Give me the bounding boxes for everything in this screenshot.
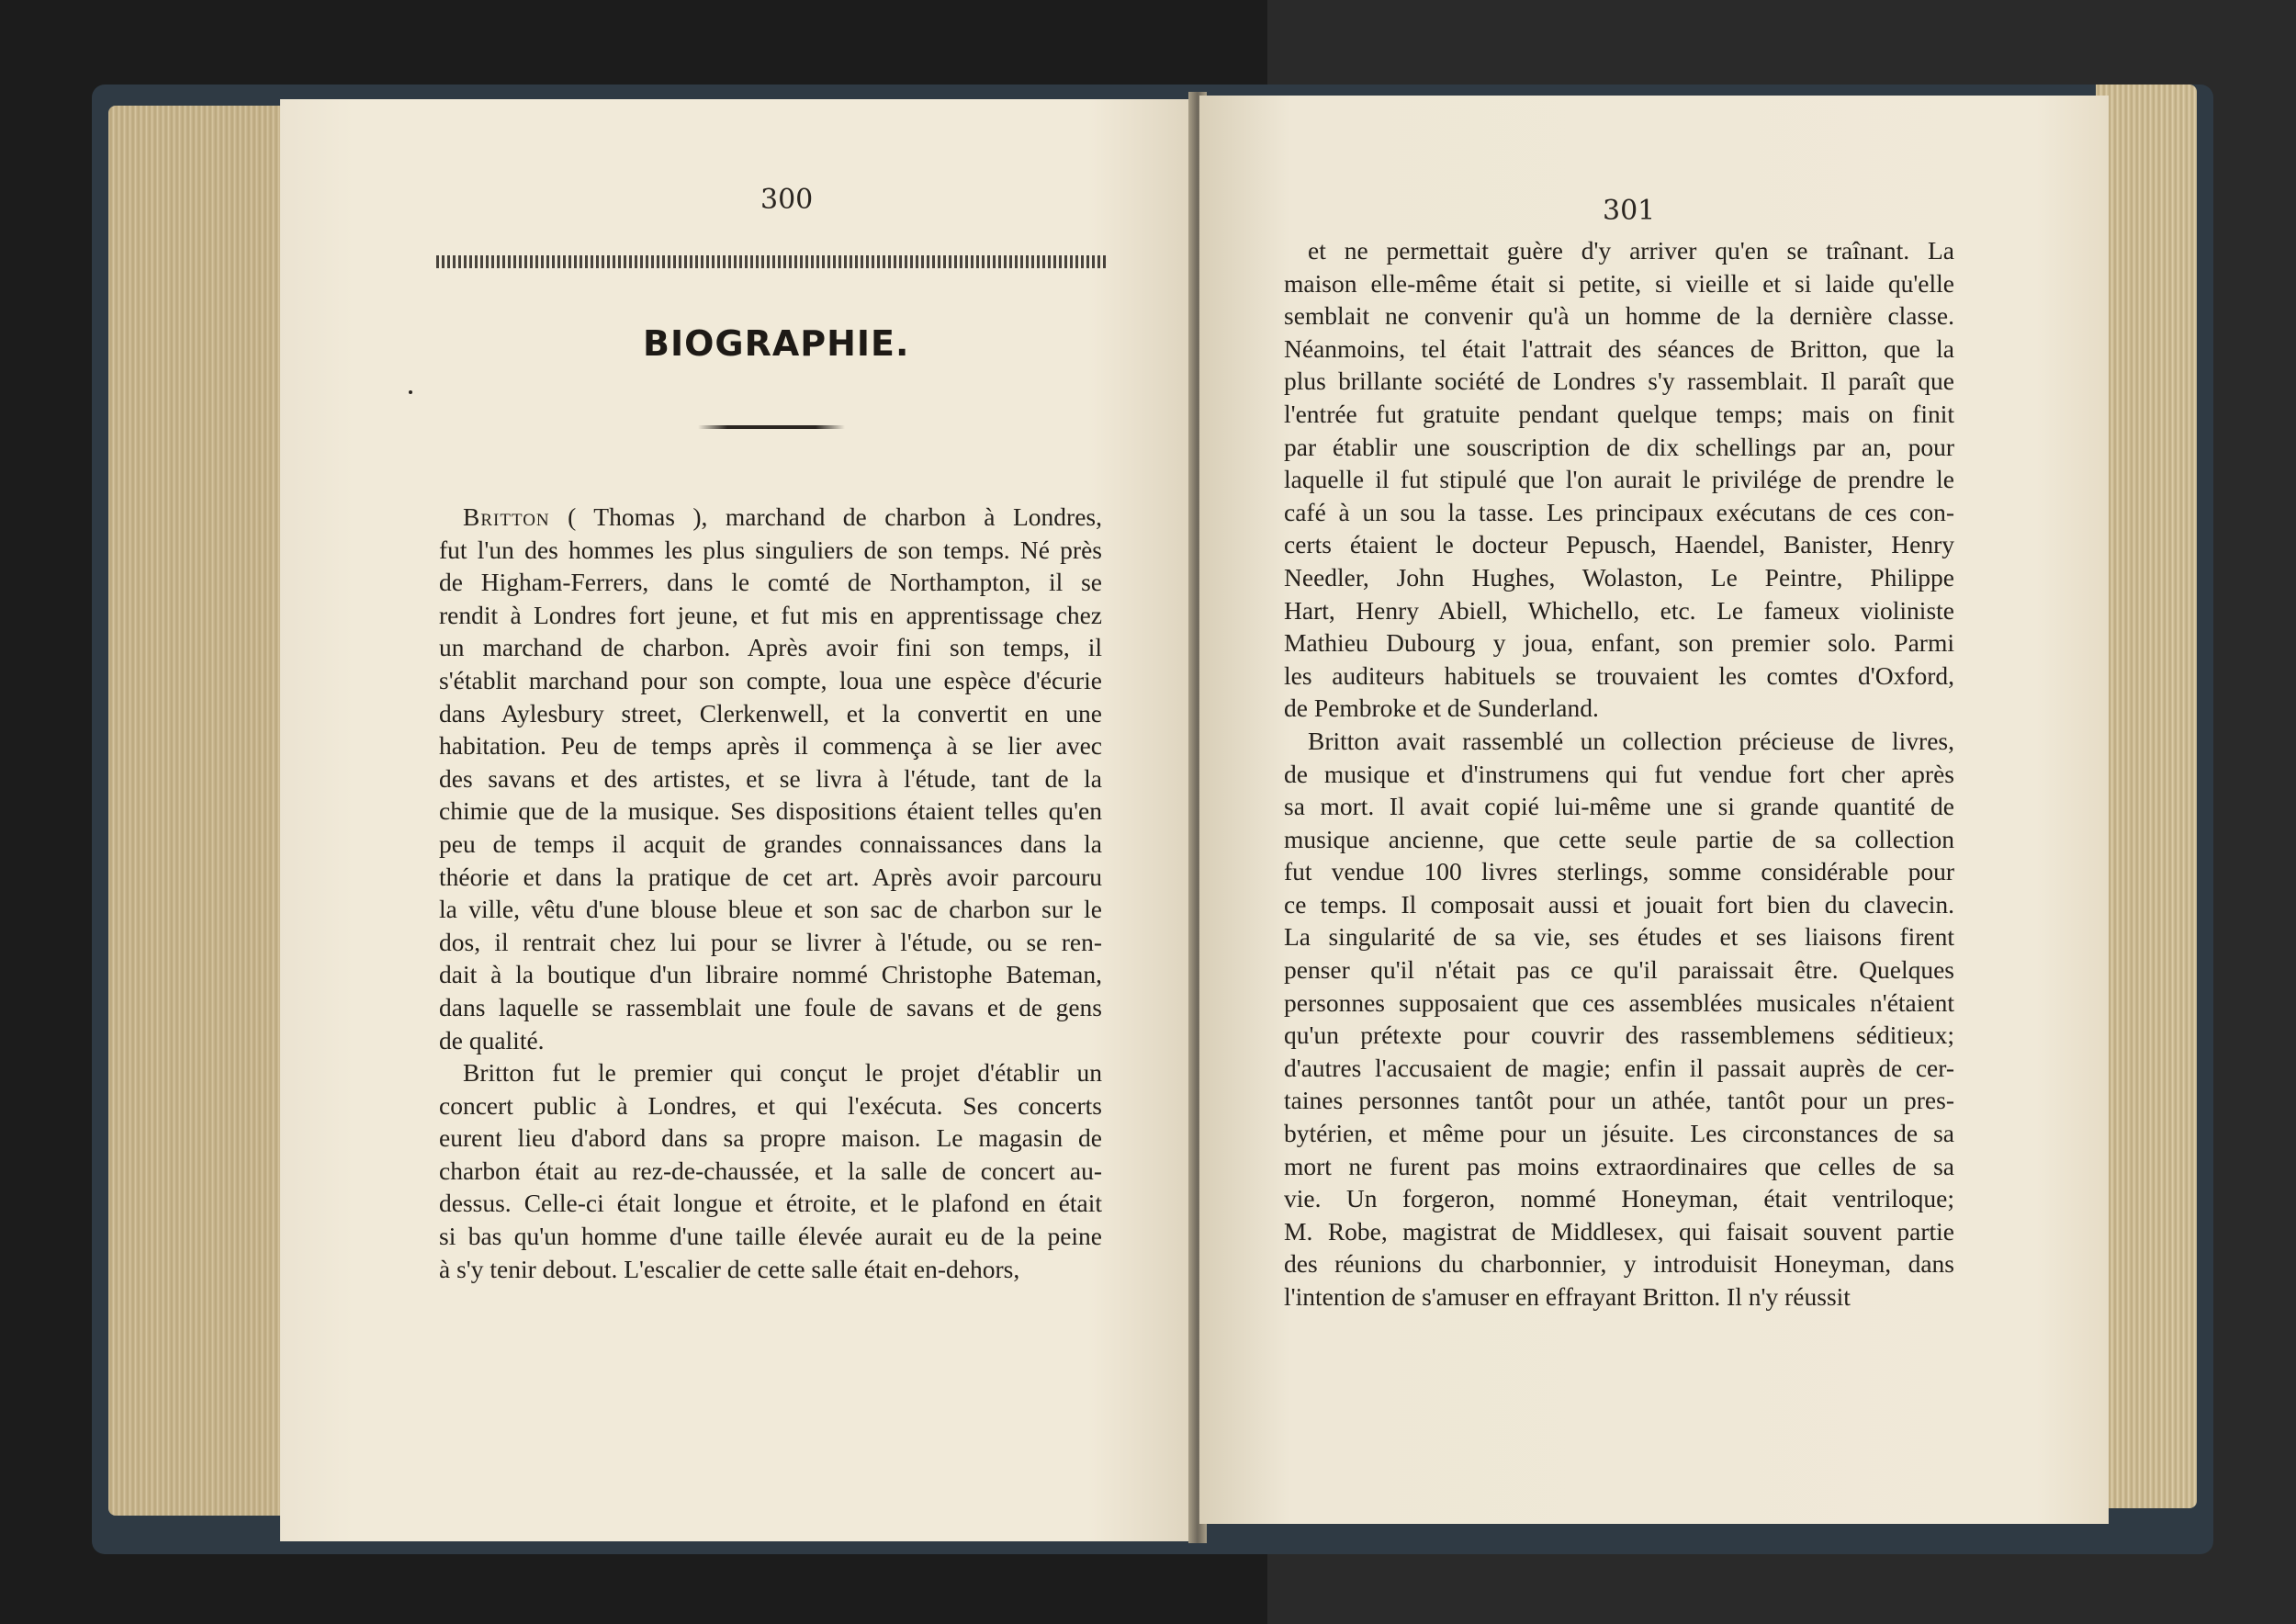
text-line: des savans et des artistes, et se livra à l'étude, tant de la [439,763,1102,793]
text-line: charbon était au rez-de-chaussée, et la salle de concert au- [439,1156,1102,1185]
text-line: et ne permettait guère d'y arriver qu'en se traînant. La [1308,236,1954,265]
text-line: de musique et d'instrumens qui fut vendue fort cher après [1284,759,1954,788]
text-line: personnes supposaient que ces assemblées musicales n'étaient [1284,987,1954,1017]
text-line: Britton ( Thomas ), marchand de charbon à Londres, [463,502,1102,531]
text-line: de qualité. [439,1025,545,1054]
text-line: théorie et dans la pratique de cet art. Après avoir parcouru [439,862,1102,891]
text-line: qu'un prétexte pour couvrir des rassemblemens séditieux; [1284,1021,1954,1050]
text-line: semblait ne convenir qu'à un homme de la dernière classe. [1284,301,1954,331]
text-line: mort ne furent pas moins extraordinaires que celles de sa [1284,1151,1954,1180]
text-line: Needler, John Hughes, Wolaston, Le Peintre, Philippe [1284,562,1954,592]
text-line: un marchand de charbon. Après avoir fini son temps, il [439,633,1102,662]
heading-rule [698,425,845,429]
text-line: bytérien, et même pour un jésuite. Les circonstances de sa [1284,1119,1954,1148]
text-line: Britton fut le premier qui conçut le projet d'établir un [463,1058,1102,1088]
text-line: dait à la boutique d'un libraire nommé Christophe Bateman, [439,960,1102,989]
section-heading: BIOGRAPHIE. [643,323,910,364]
text-line: peu de temps il acquit de grandes connaissances dans la [439,829,1102,858]
text-line: dos, il rentrait chez lui pour se livrer à l'étude, ou se ren- [439,927,1102,956]
text-line: à s'y tenir debout. L'escalier de cette salle était en-dehors, [439,1254,1020,1283]
text-line: maison elle-même était si petite, si vieille et si laide qu'elle [1284,268,1954,298]
text-line: de Higham-Ferrers, dans le comté de Northampton, il se [439,568,1102,597]
text-line: laquelle il fut stipulé que l'on aurait le privilége de prendre le [1284,465,1954,494]
text-line: d'autres l'accusaient de magie; enfin il passait auprès de cer- [1284,1053,1954,1082]
text-line: chimie que de la musique. Ses dispositions étaient telles qu'en [439,796,1102,826]
text-line: habitation. Peu de temps après il commença à se lier avec [439,731,1102,761]
text-line: sa mort. Il avait copié lui-même une si grande quantité de [1284,792,1954,821]
text-line: eurent lieu d'abord dans sa propre maison. Le magasin de [439,1123,1102,1153]
page-number-left: 300 [760,184,814,216]
text-line: de Pembroke et de Sunderland. [1284,694,1599,723]
text-line: dessus. Celle-ci était longue et étroite, et le plafond en était [439,1189,1102,1218]
text-line: Britton avait rassemblé un collection précieuse de livres, [1308,726,1954,755]
text-line: Hart, Henry Abiell, Whichello, etc. Le fameux violiniste [1284,595,1954,625]
text-line: plus brillante société de Londres s'y rassemblait. Il paraît que [1284,367,1954,396]
page-number-right: 301 [1603,195,1656,227]
text-line: l'intention de s'amuser en effrayant Britton. Il n'y réussit [1284,1282,1851,1311]
text-line: Mathieu Dubourg y joua, enfant, son premier solo. Parmi [1284,628,1954,658]
text-line: la ville, vêtu d'une blouse bleue et son sac de charbon sur le [439,895,1102,924]
text-line: dans laquelle se rassemblait une foule de savans et de gens [439,992,1102,1021]
page-edges-right [2096,85,2197,1508]
ornament-dot [409,390,412,394]
text-line: fut l'un des hommes les plus singuliers de son temps. Né près [439,535,1102,564]
text-line: penser qu'il n'était pas ce qu'il paraissait être. Quelques [1284,955,1954,985]
name-smallcaps: Britton [463,502,550,531]
text-line: fut vendue 100 livres sterlings, somme considérable pour [1284,857,1954,886]
text-line: rendit à Londres fort jeune, et fut mis en apprentissage chez [439,600,1102,629]
page-edges-left [108,106,292,1516]
text-line: les auditeurs habituels se trouvaient les comtes d'Oxford, [1284,660,1954,690]
text-line: Néanmoins, tel était l'attrait des séances de Britton, que la [1284,333,1954,363]
text-line: dans Aylesbury street, Clerkenwell, et la convertit en une [439,698,1102,727]
text-line: si bas qu'un homme d'une taille élevée aurait eu de la peine [439,1222,1102,1251]
decorative-rule-top [436,255,1107,268]
text-line: concert public à Londres, et qui l'exécuta. Ses concerts [439,1090,1102,1120]
left-page-text [439,501,1102,1285]
text-line: vie. Un forgeron, nommé Honeyman, était ventriloque; [1284,1184,1954,1213]
text-line: s'établit marchand pour son compte, loua une espèce d'écurie [439,665,1102,694]
text-line: taines personnes tantôt pour un athée, tantôt pour un pres- [1284,1086,1954,1115]
text-line: café à un sou la tasse. Les principaux exécutans de ces con- [1284,497,1954,526]
text-line: des réunions du charbonnier, y introduisit Honeyman, dans [1284,1249,1954,1279]
text-line: l'entrée fut gratuite pendant quelque temps; mais on finit [1284,399,1954,428]
text-line: certs étaient le docteur Pepusch, Haendel, Banister, Henry [1284,530,1954,559]
right-page-text [1284,234,1954,1314]
text-line: M. Robe, magistrat de Middlesex, qui faisait souvent partie [1284,1216,1954,1246]
text-line: musique ancienne, que cette seule partie de sa collection [1284,824,1954,853]
text-line: ce temps. Il composait aussi et jouait fort bien du clavecin. [1284,889,1954,919]
text-line: par établir une souscription de dix schellings par an, pour [1284,432,1954,461]
text-line: La singularité de sa vie, ses études et ses liaisons firent [1284,922,1954,952]
